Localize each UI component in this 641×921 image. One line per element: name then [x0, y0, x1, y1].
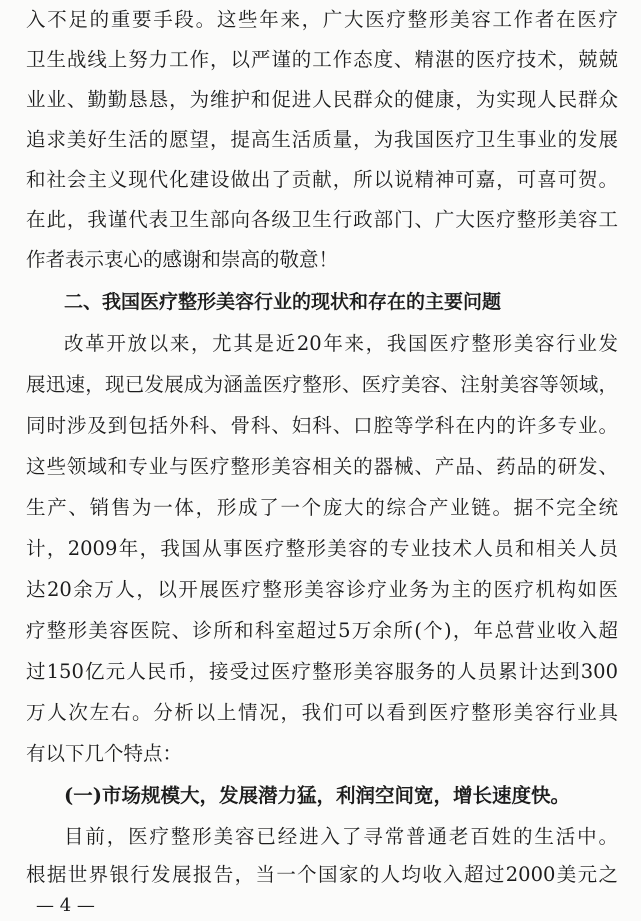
- text-line: 卫生战线上努力工作，以严谨的工作态度、精湛的医疗技术，兢兢: [26, 48, 618, 71]
- text-line: 过150亿元人民币，接受过医疗整形美容服务的人员累计达到300: [26, 660, 618, 683]
- text-line: 有以下几个特点：: [26, 742, 183, 765]
- text-line: 同时涉及到包括外科、骨科、妇科、口腔等学科在内的许多专业。: [26, 414, 618, 437]
- paragraph-first-line: 改革开放以来，尤其是近20年来，我国医疗整形美容行业发: [64, 332, 618, 355]
- text-line: 追求美好生活的愿望，提高生活质量，为我国医疗卫生事业的发展: [26, 128, 618, 151]
- page-number: — 4 —: [36, 895, 95, 916]
- text-line: 达20余万人，以开展医疗整形美容诊疗业务为主的医疗机构如医: [26, 578, 618, 601]
- text-line: 展迅速，现已发展成为涵盖医疗整形、医疗美容、注射美容等领域，: [26, 373, 618, 396]
- text-line: 和社会主义现代化建设做出了贡献，所以说精神可嘉，可喜可贺。: [26, 168, 618, 191]
- section-heading: 二、我国医疗整形美容行业的现状和存在的主要问题: [64, 291, 502, 313]
- text-line: 这些领域和专业与医疗整形美容相关的器械、产品、药品的研发、: [26, 455, 618, 478]
- text-line: 在此，我谨代表卫生部向各级卫生行政部门、广大医疗整形美容工: [26, 208, 618, 231]
- text-line: 业业、勤勤恳恳，为维护和促进人民群众的健康，为实现人民群众: [26, 88, 618, 111]
- text-line: 根据世界银行发展报告，当一个国家的人均收入超过2000美元之: [26, 863, 618, 886]
- text-line: 计，2009年，我国从事医疗整形美容的专业技术人员和相关人员: [26, 537, 618, 560]
- paragraph-first-line: 目前，医疗整形美容已经进入了寻常普通老百姓的生活中。: [64, 825, 618, 848]
- text-line: 万人次左右。分析以上情况，我们可以看到医疗整形美容行业具: [26, 701, 618, 724]
- text-line: 入不足的重要手段。这些年来，广大医疗整形美容工作者在医疗: [26, 8, 618, 31]
- text-line: 疗整形美容医院、诊所和科室超过5万余所(个)，年总营业收入超: [26, 619, 618, 642]
- text-line: 生产、销售为一体，形成了一个庞大的综合产业链。据不完全统: [26, 496, 618, 519]
- text-line: 作者表示衷心的感谢和崇高的敬意！: [26, 248, 339, 271]
- subsection-heading: (一)市场规模大，发展潜力猛，利润空间宽，增长速度快。: [64, 784, 570, 807]
